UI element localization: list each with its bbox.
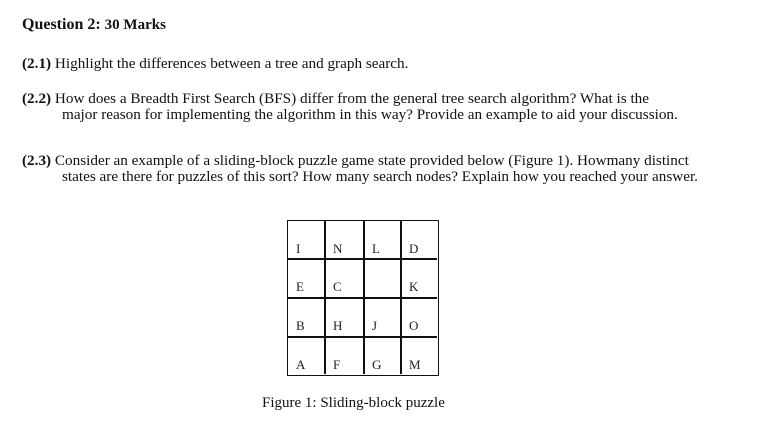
- puzzle-tile: [325, 337, 362, 375]
- tile-label: H: [333, 318, 343, 333]
- question-marks: 30 Marks: [104, 17, 166, 33]
- tile-label: N: [333, 241, 343, 256]
- sliding-block-puzzle-grid: [287, 220, 439, 376]
- subquestion-number: (2.1): [22, 55, 52, 72]
- puzzle-tile: [401, 259, 438, 297]
- tile-label: E: [296, 279, 304, 294]
- tile-label: G: [372, 357, 382, 372]
- puzzle-tile: [325, 259, 362, 297]
- tile-label: K: [409, 279, 419, 294]
- subquestion-text: Highlight the differences between a tree and graph search.: [51, 55, 409, 72]
- tile-label: J: [372, 318, 378, 333]
- subquestion-number: (2.2): [22, 90, 52, 107]
- puzzle-blank-cell: [364, 259, 401, 297]
- puzzle-tile: [288, 221, 325, 259]
- puzzle-tile: [364, 298, 401, 336]
- tile-label: B: [296, 318, 305, 333]
- subquestion-continuation: major reason for implementing the algorithm in this way? Provide an example to aid your discussion.: [62, 106, 678, 123]
- puzzle-tile: [288, 259, 325, 297]
- tile-label: L: [372, 241, 380, 256]
- question-separator: :: [95, 16, 105, 33]
- subquestion-2-1: [22, 56, 752, 72]
- puzzle-tile: [325, 221, 362, 259]
- subquestion-number: (2.3): [22, 152, 52, 169]
- tile-label: O: [409, 318, 419, 333]
- puzzle-tile: [364, 337, 401, 375]
- question-heading: [22, 16, 166, 34]
- puzzle-tile: [288, 298, 325, 336]
- subquestion-2-2: [22, 91, 752, 123]
- puzzle-tile: [401, 298, 438, 336]
- puzzle-tile: [401, 221, 438, 259]
- subquestion-2-3: [22, 153, 752, 185]
- tile-label: F: [333, 357, 341, 372]
- puzzle-tile: [401, 337, 438, 375]
- tile-label: M: [409, 357, 421, 372]
- tile-label: I: [296, 241, 301, 256]
- puzzle-tile: [364, 221, 401, 259]
- subquestion-continuation: states are there for puzzles of this sort? How many search nodes? Explain how you reached your answer.: [62, 168, 698, 185]
- puzzle-tile: [288, 337, 325, 375]
- question-title: Question 2: [22, 16, 96, 33]
- figure-caption: Figure 1: Sliding-block puzzle: [262, 395, 445, 411]
- tile-label: C: [333, 279, 342, 294]
- tile-label: D: [409, 241, 419, 256]
- tile-label: A: [296, 357, 306, 372]
- subquestion-text: How does a Breadth First Search (BFS) differ from the general tree search algorithm? What is the: [51, 90, 650, 107]
- subquestion-text: Consider an example of a sliding-block puzzle game state provided below (Figure 1). Howmany distinct: [51, 152, 689, 169]
- puzzle-tile: [325, 298, 362, 336]
